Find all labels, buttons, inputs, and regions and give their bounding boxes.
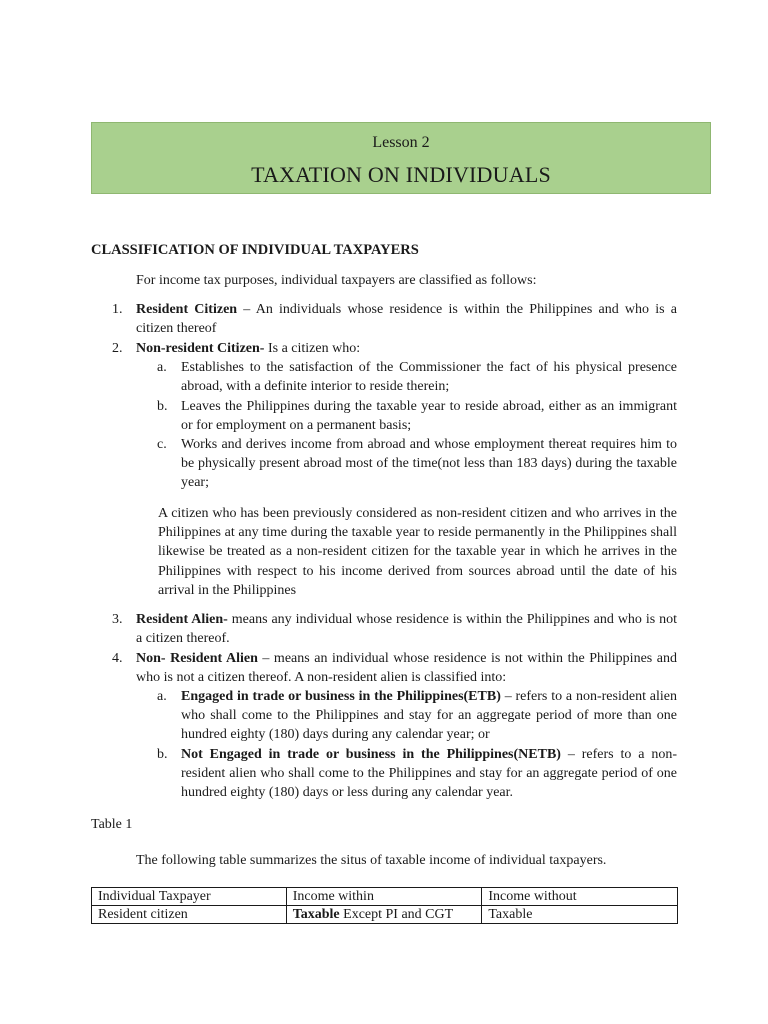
non-resident-note: A citizen who has been previously considered as non-resident citizen and who arrives in the Philippines at any time during the taxable year to reside permanently in the Philippines shall likewise be treated as a non-resident citizen for the taxable year in which he arrives in the Philippines with respect to his income derived from sources abroad until the date of his arrival in the Philippines	[158, 506, 677, 598]
sub-letter: b.	[157, 399, 168, 414]
header-cell: Individual Taxpayer	[92, 888, 287, 906]
list-number: 3.	[112, 612, 123, 627]
term: Engaged in trade or business in the Philippines(ETB)	[181, 689, 501, 704]
sub-letter: a.	[157, 360, 167, 375]
sub-letter: b.	[157, 747, 168, 762]
sub-item-a	[157, 358, 677, 396]
cell-bold: Taxable	[292, 907, 340, 922]
sub-letter: a.	[157, 689, 167, 704]
lesson-number: Lesson 2	[372, 134, 430, 151]
definition: means any individual whose residence is within the Philippines and who is not a citizen thereof.	[136, 612, 678, 647]
table-intro: The following table summarizes the situs of taxable income of individual taxpayers.	[136, 853, 607, 868]
list-item-resident-citizen	[112, 300, 677, 338]
sub-text: – refers to a non-resident alien who shall come to the Philippines and stay for an aggregate period of more than one hundred eighty (180) days during any calendar year; or	[181, 689, 677, 743]
lesson-header-box	[91, 122, 711, 194]
sub-text: Establishes to the satisfaction of the Commissioner the fact of his physical presence abroad, with a definite interior to reside therein;	[181, 360, 677, 395]
sub-text: Leaves the Philippines during the taxable year to reside abroad, either as an immigrant or for employment on a permanent basis;	[181, 399, 677, 434]
list-number: 4.	[112, 651, 123, 666]
situs-table	[91, 887, 678, 924]
term: Not Engaged in trade or business in the Philippines(NETB)	[181, 747, 561, 762]
header-cell: Income within	[286, 888, 482, 906]
term: Resident Citizen	[136, 302, 238, 317]
list-number: 1.	[112, 302, 123, 317]
term: Resident Alien-	[136, 612, 228, 627]
section-intro: For income tax purposes, individual taxpayers are classified as follows:	[136, 273, 537, 288]
cell-text: Except PI and CGT	[339, 907, 454, 922]
sub-item-b	[157, 397, 677, 435]
list-item-non-resident-citizen	[112, 339, 677, 358]
table-cell: Taxable	[482, 906, 678, 924]
sub-item-netb	[157, 745, 677, 803]
table-header-row	[92, 888, 678, 906]
lesson-title: TAXATION ON INDIVIDUALS	[251, 162, 551, 187]
sub-text: – refers to a non-resident alien who shall come to the Philippines and stay for an aggregate period of one hundred eighty (180) days or less during any calendar year.	[181, 747, 677, 801]
table-label: Table 1	[91, 817, 133, 832]
definition: – means an individual whose residence is not within the Philippines and who is not a citizen thereof. A non-resident alien is classified into:	[136, 651, 677, 686]
sub-text: Works and derives income from abroad and whose employment thereat requires him to be physically present abroad most of the time(not less than 183 days) during the taxable year;	[181, 437, 677, 491]
definition: Is a citizen who:	[264, 341, 361, 356]
sub-item-c	[157, 435, 677, 493]
list-item-resident-alien	[112, 610, 678, 648]
table-cell	[286, 906, 482, 924]
definition: – An individuals whose residence is within the Philippines and who is a citizen thereof	[136, 302, 677, 337]
list-item-non-resident-alien	[112, 649, 677, 687]
term: Non- Resident Alien	[136, 651, 258, 666]
sub-letter: c.	[157, 437, 167, 452]
list-number: 2.	[112, 341, 123, 356]
section-heading: CLASSIFICATION OF INDIVIDUAL TAXPAYERS	[91, 242, 419, 258]
table-cell: Resident citizen	[92, 906, 287, 924]
table-row	[92, 906, 678, 924]
header-cell: Income without	[482, 888, 678, 906]
term: Non-resident Citizen-	[136, 341, 265, 356]
sub-item-etb	[157, 687, 677, 745]
